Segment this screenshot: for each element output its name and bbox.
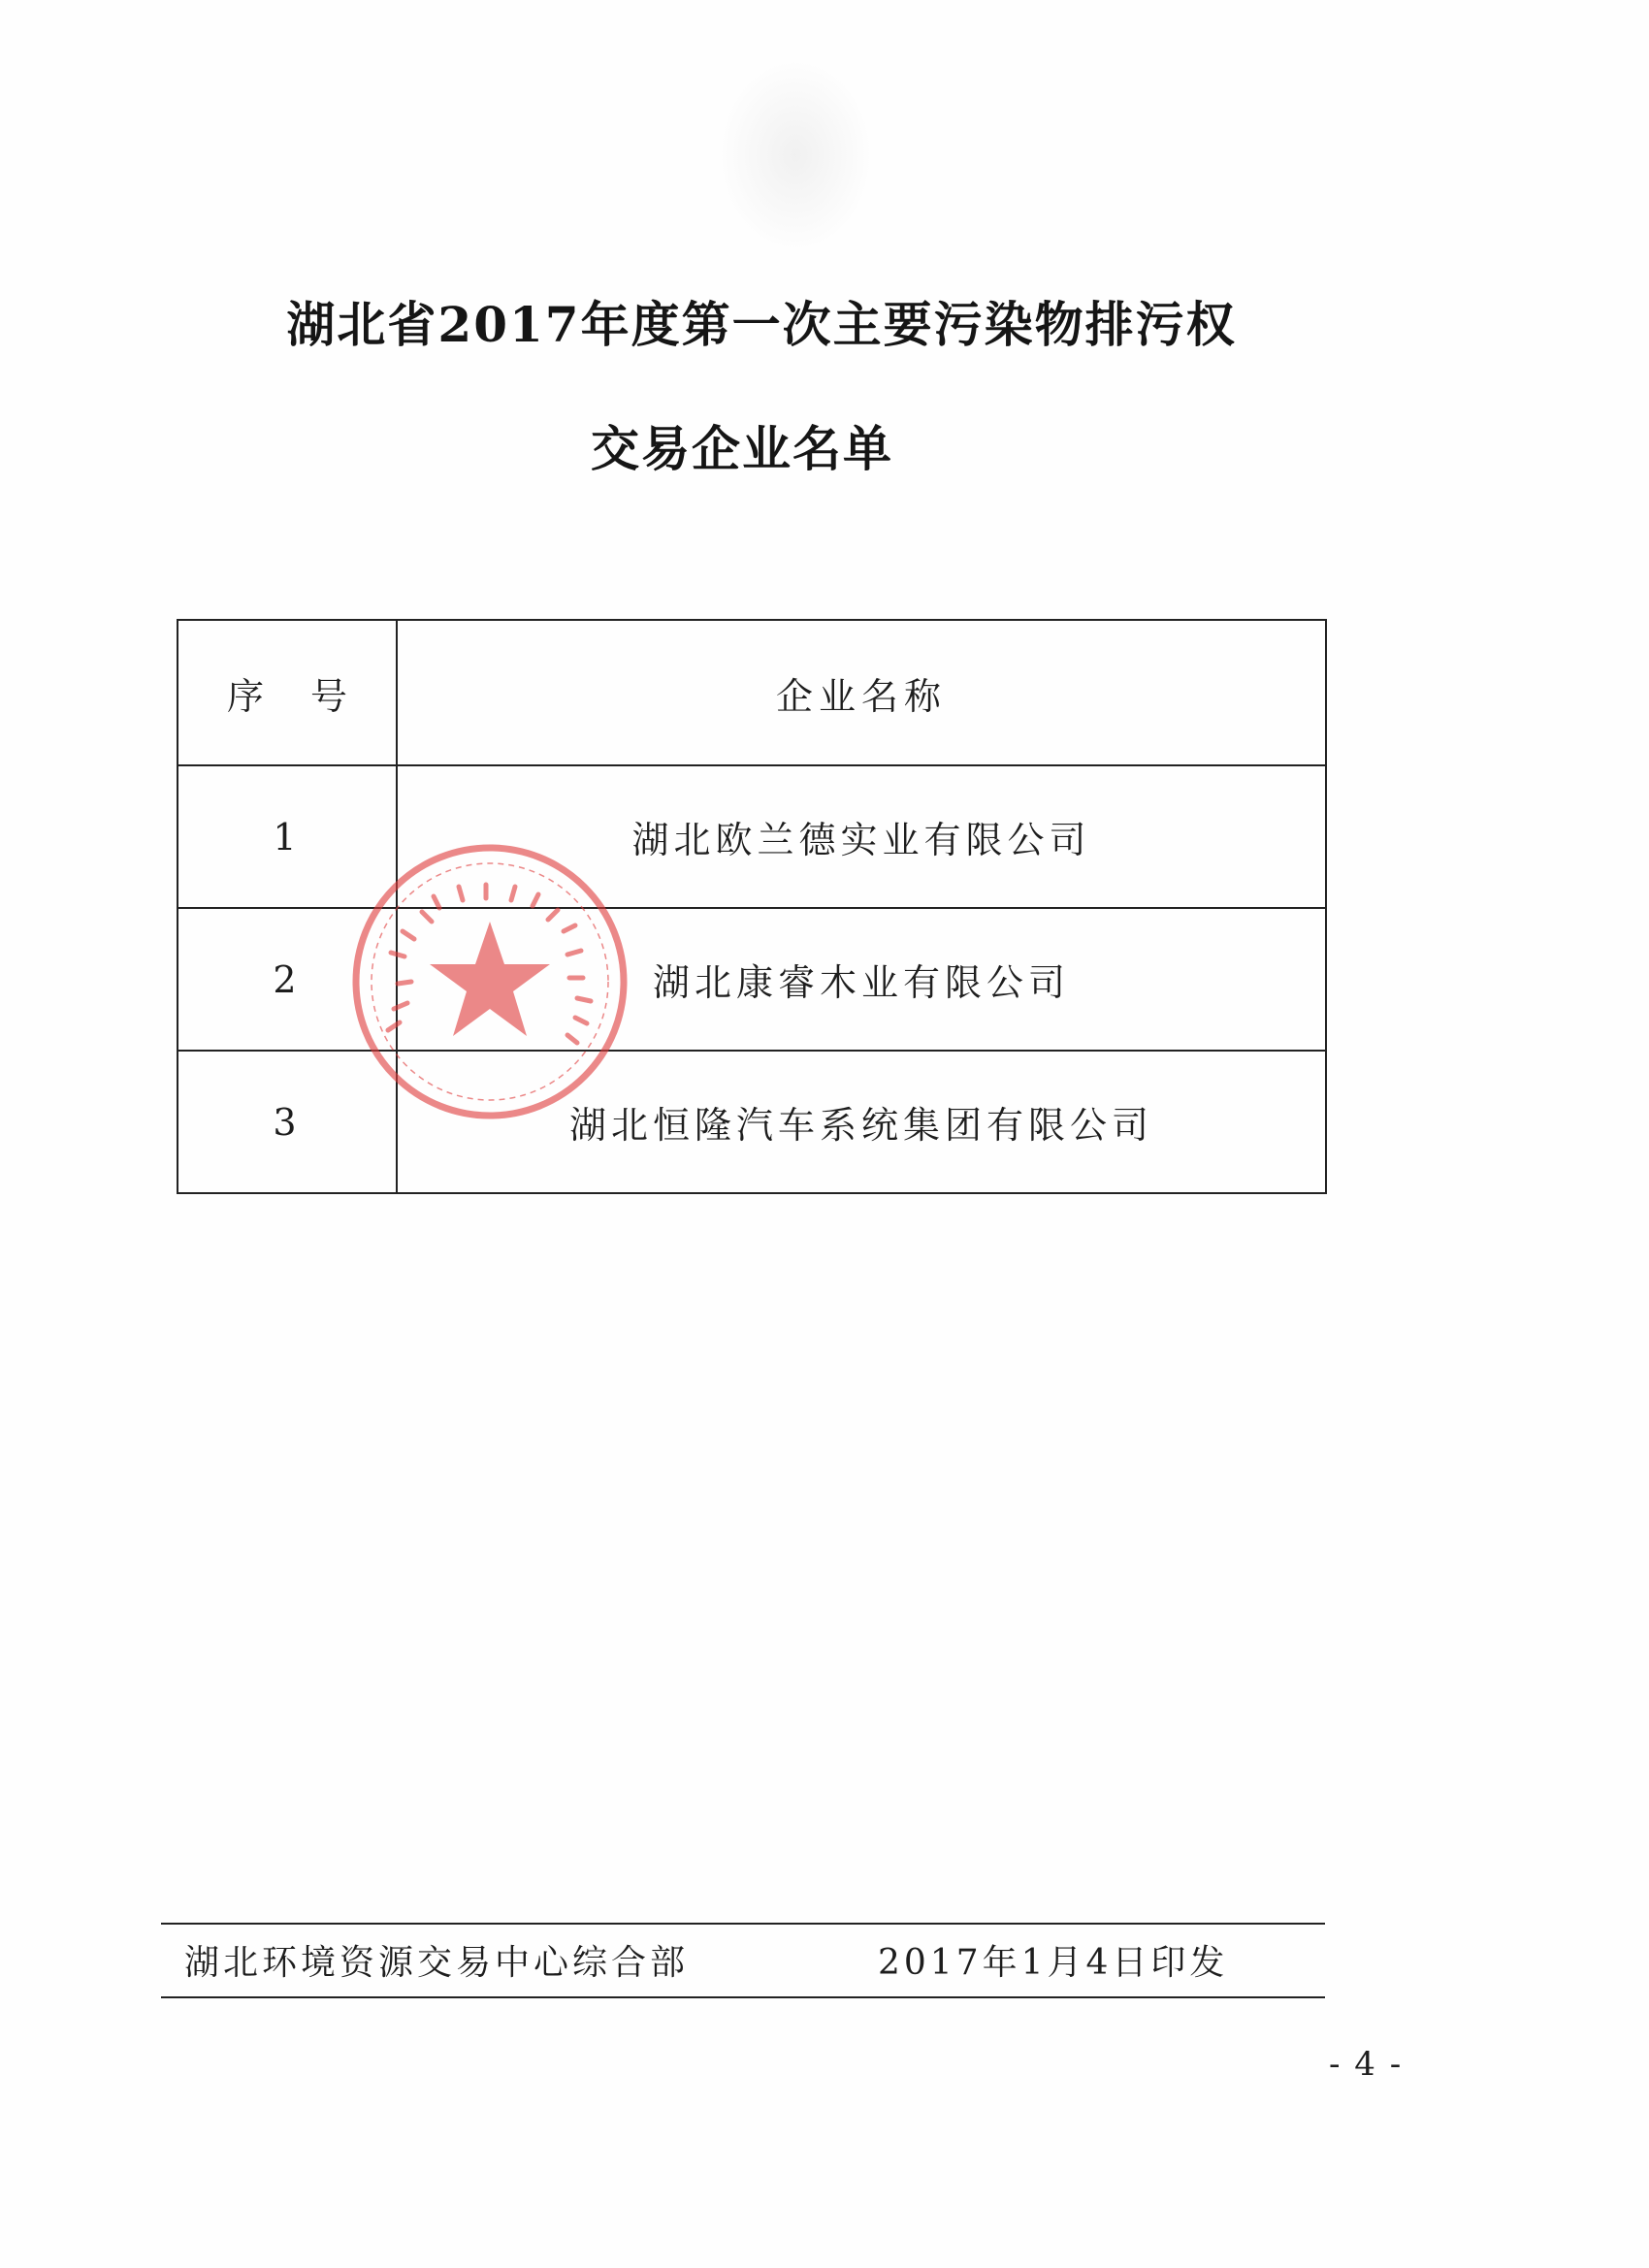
- row-enterprise-name: 湖北恒隆汽车系统集团有限公司: [397, 1051, 1326, 1193]
- row-seq: 3: [178, 1051, 397, 1193]
- table-row: [178, 908, 1326, 1051]
- enterprise-list-table: [177, 619, 1327, 1194]
- footer-issuer: 湖北环境资源交易中心综合部: [184, 1943, 690, 1983]
- header-seq: [178, 620, 397, 765]
- row-enterprise-name: 湖北欧兰德实业有限公司: [397, 765, 1326, 908]
- table-header-row: [178, 620, 1326, 765]
- row-enterprise-name: 湖北康睿木业有限公司: [397, 908, 1326, 1051]
- scan-artifact: [718, 58, 873, 252]
- footer-issue-date: 2017年1月4日印发: [878, 1943, 1229, 1983]
- table-row: [178, 765, 1326, 908]
- row-seq: 2: [178, 908, 397, 1051]
- footer-bottom-rule: [161, 1996, 1325, 1998]
- footer-top-rule: [161, 1923, 1325, 1925]
- page-number: - 4 -: [1329, 2045, 1404, 2084]
- document-title-line1: 湖北省2017年度第一次主要污染物排污权: [286, 296, 1237, 353]
- header-seq-part1: 序: [226, 674, 264, 718]
- header-seq-part2: 号: [310, 674, 348, 718]
- table-row: [178, 1051, 1326, 1193]
- document-title-line2: 交易企业名单: [591, 420, 893, 477]
- row-seq: 1: [178, 765, 397, 908]
- header-enterprise-name: 企业名称: [397, 620, 1326, 765]
